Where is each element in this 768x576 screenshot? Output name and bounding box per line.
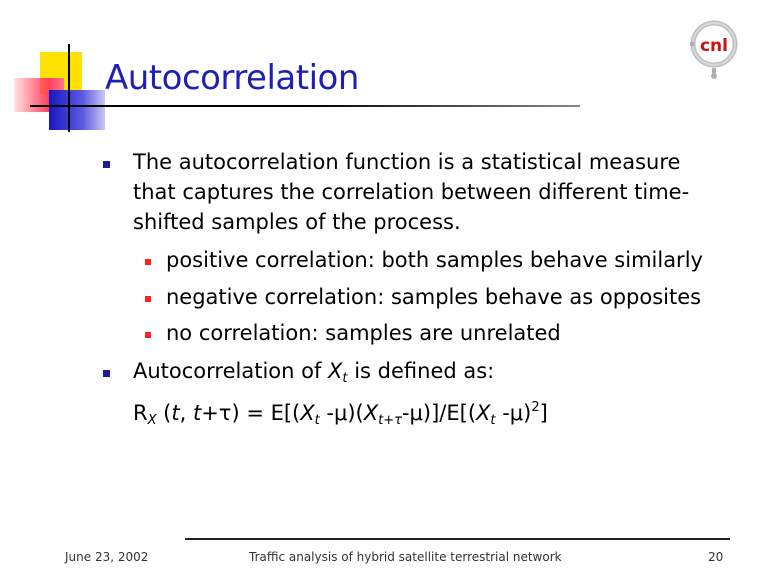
bullet-square-icon bbox=[103, 161, 110, 168]
bullet-line: The autocorrelation function is a statistical measure bbox=[133, 150, 681, 174]
autocorrelation-formula: $R_X$ (t, $t+\tau) = E[(X_t$ $-\mu)(X_{t+\tau}-\mu)]/E[(X_t$ -μ)$^2$] bbox=[133, 400, 548, 428]
page-number: 20 bbox=[708, 550, 724, 564]
definition-line: Autocorrelation of $X_t$ is defined as: bbox=[133, 359, 495, 386]
bullet-line: shifted samples of the process. bbox=[133, 210, 461, 234]
sub-bullet-square-icon bbox=[145, 332, 151, 338]
decor-vertical-line bbox=[68, 44, 70, 132]
sub-bullet-square-icon bbox=[145, 296, 151, 302]
title-underline bbox=[30, 105, 580, 107]
cnl-logo-icon bbox=[686, 18, 742, 80]
sub-bullet-text: positive correlation: both samples behave similarly bbox=[166, 248, 703, 272]
footer-date: June 23, 2002 bbox=[65, 550, 149, 564]
footer-divider bbox=[185, 538, 730, 540]
bullet-square-icon bbox=[103, 370, 110, 377]
footer-subject: Traffic analysis of hybrid satellite terrestrial network bbox=[249, 550, 562, 564]
decor-blue-square bbox=[49, 90, 105, 130]
slide-title: Autocorrelation bbox=[105, 58, 359, 98]
sub-bullet-text: no correlation: samples are unrelated bbox=[166, 321, 561, 345]
bullet-line: that captures the correlation between different time- bbox=[133, 180, 690, 204]
sub-bullet-square-icon bbox=[145, 259, 151, 265]
logo-text: cnl bbox=[699, 36, 729, 56]
sub-bullet-text: negative correlation: samples behave as opposites bbox=[166, 285, 702, 309]
